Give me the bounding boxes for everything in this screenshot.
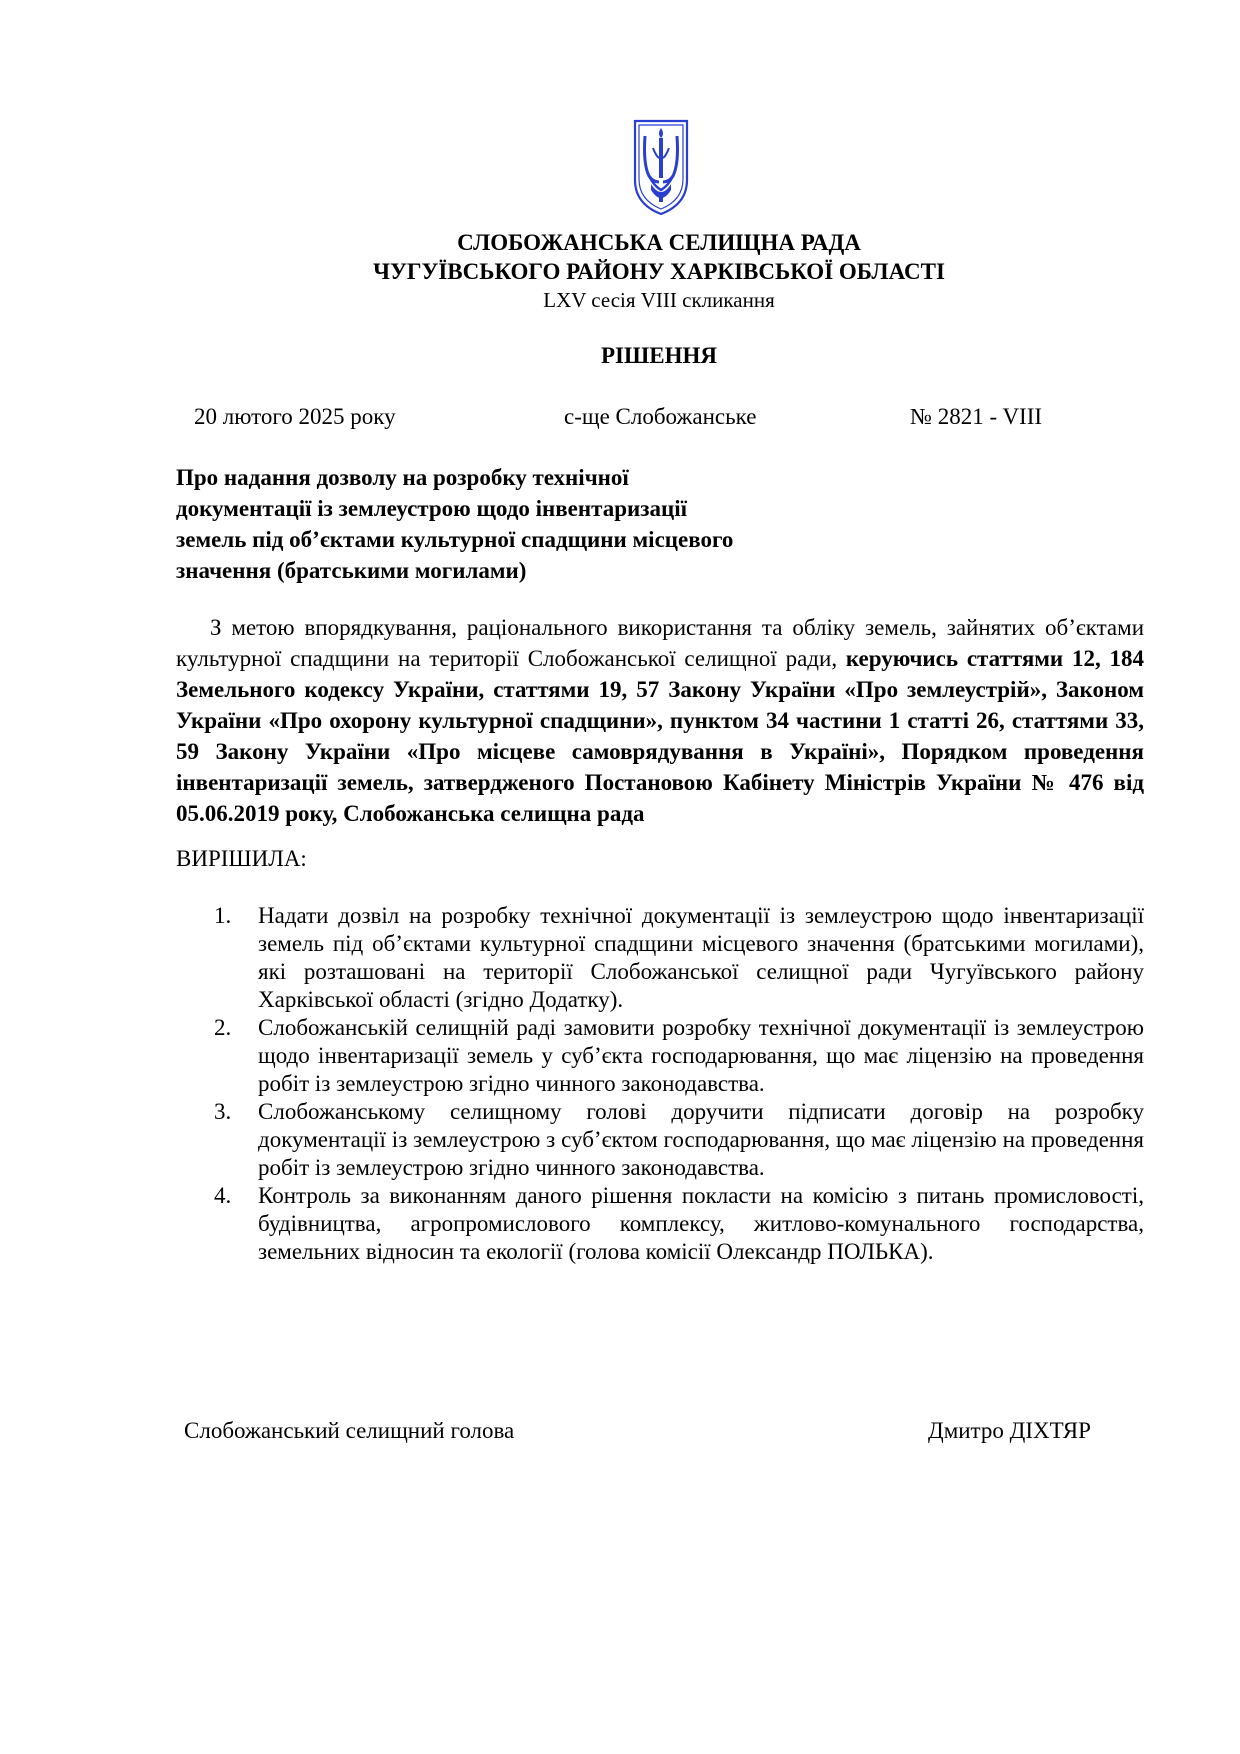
session-info: LXV сесія VIII скликання bbox=[543, 288, 775, 312]
decision-item bbox=[176, 1098, 1144, 1182]
preamble-legal-basis: керуючись статтями 12, 184 Земельного кодексу України, статтями 19, 57 Закону України «Про землеустрій», Законом України «Про охорону культурної спадщини», пунктом 34 частини 1 статті 26, статтями 33, 59 Закону України «Про місцеве самоврядування в Україні», Порядком проведення інвентаризації земель, затвердженого Постановою Кабінету Міністрів України № 476 від 05.06.2019 року, Слобожанська селищна рада bbox=[176, 646, 1144, 826]
decision-item-number: 3. bbox=[214, 1099, 232, 1124]
decision-item-text: Слобожанському селищному голові доручити підписати договір на розробку документації із землеустрою з суб’єктом господарювання, що має ліцензію на проведення робіт із землеустрою згідно чинного законодавства. bbox=[258, 1099, 1144, 1180]
decision-item-number: 2. bbox=[214, 1015, 232, 1040]
decision-item bbox=[176, 1014, 1144, 1098]
council-name: СЛОБОЖАНСЬКА СЕЛИЩНА РАДА bbox=[457, 230, 861, 255]
subject-line: Про надання дозволу на розробку технічної bbox=[176, 465, 629, 490]
decision-item-text: Слобожанській селищній раді замовити розробку технічної документації із землеустрою щодо інвентаризації земель у суб’єкта господарювання, що має ліцензію на проведення робіт із землеустрою згідно чинного законодавства. bbox=[258, 1015, 1144, 1096]
decision-item-number: 4. bbox=[214, 1183, 232, 1208]
preamble-paragraph bbox=[176, 612, 1144, 829]
decision-item-text: Надати дозвіл на розробку технічної документації із землеустрою щодо інвентаризації земель під об’єктами культурної спадщини місцевого значення (братськими могилами), які розташовані на території Слобожанської селищної ради Чугуївського району Харківської області (згідно Додатку). bbox=[258, 903, 1144, 1012]
subject-line: значення (братськими могилами) bbox=[176, 558, 527, 583]
decisions-list bbox=[176, 902, 1144, 1266]
decided-label: ВИРІШИЛА: bbox=[176, 846, 307, 871]
subject-line: документації із землеустрою щодо інвентаризації bbox=[176, 496, 688, 521]
signatory-name: Дмитро ДІХТЯР bbox=[928, 1418, 1091, 1443]
decision-item-number: 1. bbox=[214, 903, 232, 928]
preamble-text: З метою впорядкування, раціонального використання та обліку земель, зайнятих об’єктами культурної спадщини на території Слобожанської селищної ради, bbox=[176, 615, 1144, 671]
council-header bbox=[0, 228, 1240, 315]
decision-place: с-ще Слобожанське bbox=[564, 404, 757, 429]
document-title: РІШЕННЯ bbox=[601, 343, 717, 368]
decision-item bbox=[176, 1182, 1144, 1266]
decision-item bbox=[176, 902, 1144, 1014]
decision-date: 20 лютого 2025 року bbox=[194, 404, 396, 429]
decision-subject bbox=[176, 462, 816, 586]
decision-number: № 2821 - VIII bbox=[910, 404, 1043, 429]
subject-line: земель під об’єктами культурної спадщини місцевого bbox=[176, 527, 734, 552]
decision-item-text: Контроль за виконанням даного рішення покласти на комісію з питань промисловості, будівництва, агропромислового комплексу, житлово-комунального господарства, земельних відносин та екології (голова комісії Олександр ПОЛЬКА). bbox=[258, 1183, 1144, 1264]
signatory-role: Слобожанський селищний голова bbox=[184, 1418, 515, 1443]
coat-of-arms-icon bbox=[632, 118, 690, 216]
council-district: ЧУГУЇВСЬКОГО РАЙОНУ ХАРКІВСЬКОЇ ОБЛАСТІ bbox=[373, 259, 945, 284]
